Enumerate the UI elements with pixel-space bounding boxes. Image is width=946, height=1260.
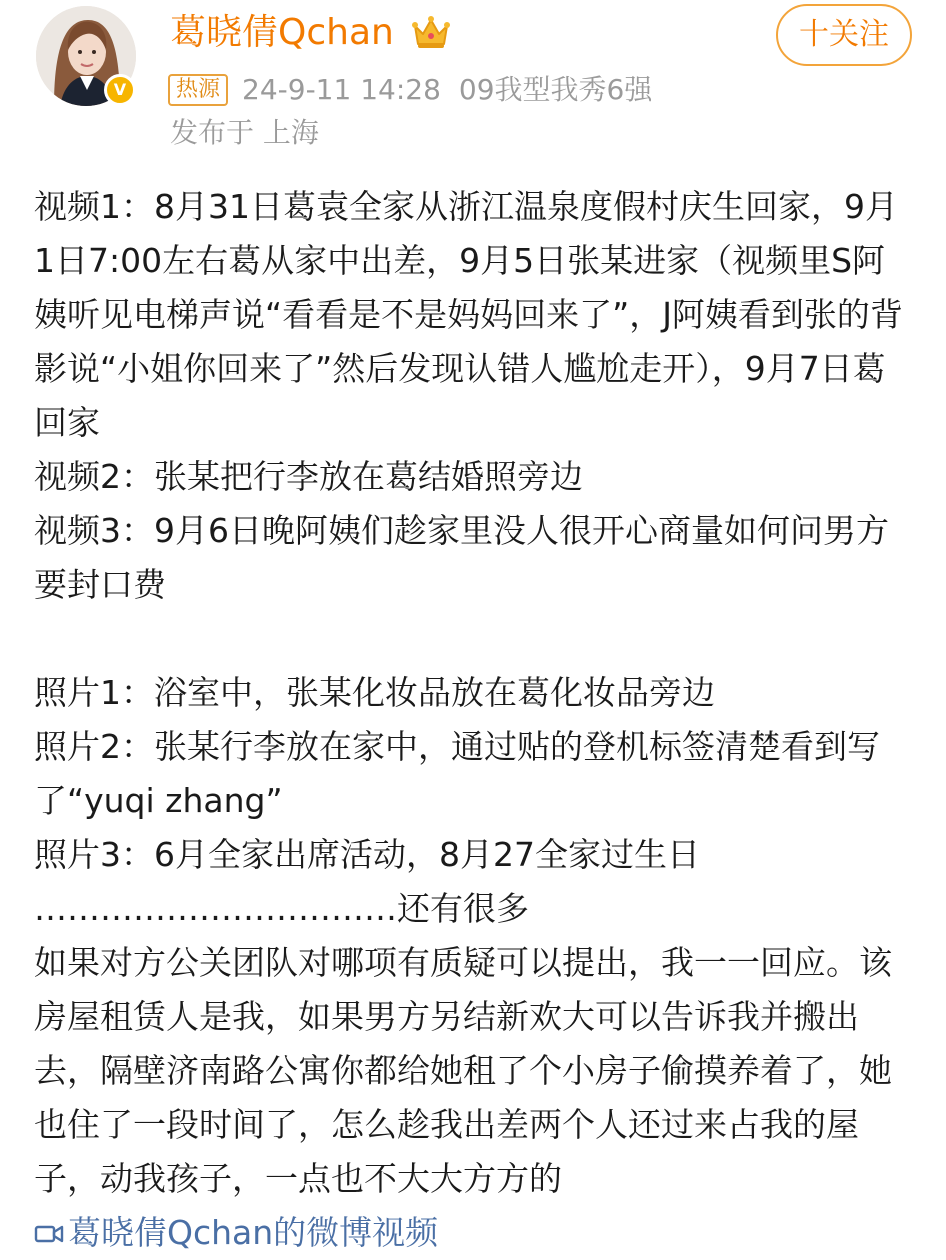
spacer <box>34 612 914 666</box>
paragraph-video-3: 视频3：9月6日晚阿姨们趁家里没人很开心商量如何问男方要封口费 <box>34 511 889 604</box>
post-body <box>34 180 914 1260</box>
source-badge[interactable]: 热源 <box>168 74 228 106</box>
statement-text: 如果对方公关团队对哪项有质疑可以提出，我一一回应。该房屋租赁人是我，如果男方另结新欢大可以告诉我并搬出去，隔壁济南路公寓你都给她租了个小房子偷摸养着了，她也住了一段时间了，怎么趁我出差两个人还过来占我的屋子，动我孩子，一点也不大大方方的 <box>34 943 892 1198</box>
device-label: 09我型我秀6强 <box>458 73 653 106</box>
post-header <box>0 0 946 160</box>
video-link[interactable] <box>34 1213 438 1252</box>
crown-icon <box>411 14 451 50</box>
paragraph-more: ……………………………还有很多 <box>34 889 529 928</box>
paragraph-video-1: 视频1：8月31日葛袁全家从浙江温泉度假村庆生回家，9月1日7:00左右葛从家中出差，9月5日张某进家（视频里S阿姨听见电梯声说“看看是不是妈妈回来了”，J阿姨看到张的背影说“小姐你回来了”然后发现认错人尴尬走开），9月7日葛回家 <box>34 187 903 442</box>
paragraph-photo-2: 照片2：张某行李放在家中，通过贴的登机标签清楚看到写了“yuqi zhang” <box>34 727 880 820</box>
follow-button[interactable]: 十关注 <box>776 4 912 66</box>
paragraph-statement <box>34 936 914 1260</box>
username[interactable]: 葛晓倩Qchan <box>170 12 394 53</box>
video-link-label: 葛晓倩Qchan的微博视频 <box>68 1213 439 1252</box>
paragraph-photo-1: 照片1：浴室中，张某化妆品放在葛化妆品旁边 <box>34 673 715 712</box>
post-meta <box>168 72 652 108</box>
paragraph-photo-3: 照片3：6月全家出席活动，8月27全家过生日 <box>34 835 700 874</box>
video-camera-icon <box>34 1222 64 1246</box>
timestamp: 24-9-11 14:28 <box>242 73 441 106</box>
verified-v-icon: V <box>104 74 136 106</box>
paragraph-video-2: 视频2：张某把行李放在葛结婚照旁边 <box>34 457 583 496</box>
location: 发布于 上海 <box>170 116 319 149</box>
